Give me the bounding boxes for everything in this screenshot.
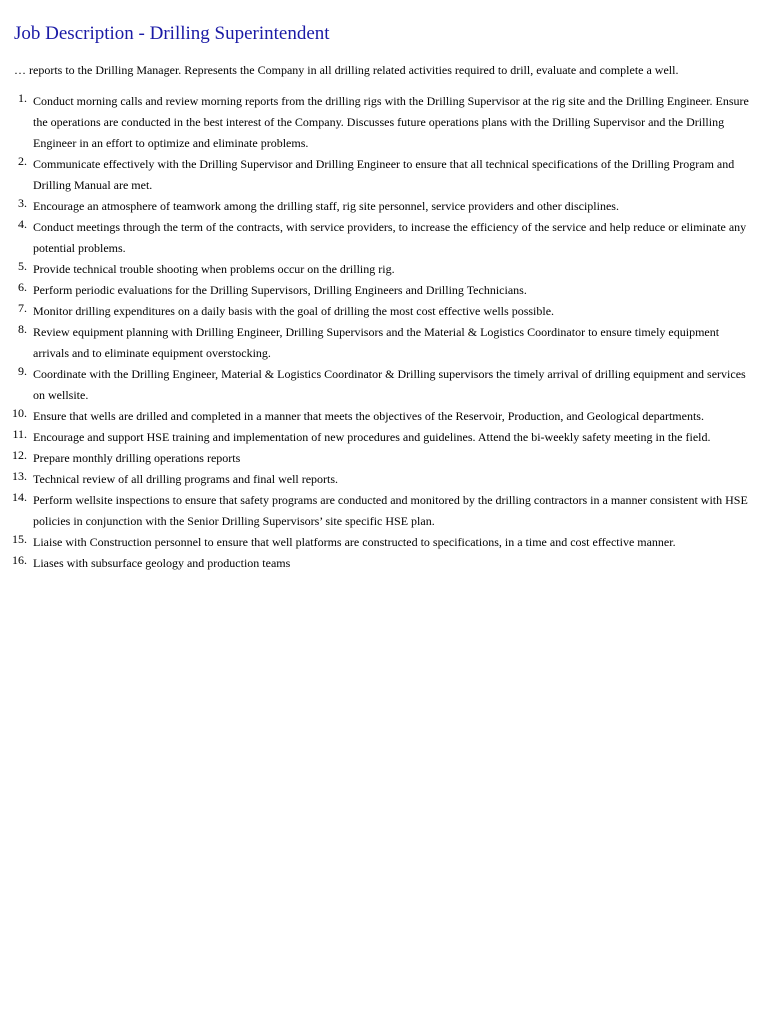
list-item-text: Conduct meetings through the term of the contracts, with service providers, to increase the efficiency of the service and help reduce or eliminate any potential problems. xyxy=(33,220,747,255)
document-intro: … reports to the Drilling Manager. Represents the Company in all drilling related activities required to drill, evaluate and complete a well. xyxy=(14,63,679,77)
list-item-number: 16. xyxy=(12,553,27,567)
list-item-number: 7. xyxy=(18,301,27,315)
list-item-text: Provide technical trouble shooting when problems occur on the drilling rig. xyxy=(33,262,395,276)
list-item-number: 5. xyxy=(18,259,27,273)
list-item xyxy=(0,532,768,553)
list-item-text: Coordinate with the Drilling Engineer, Material & Logistics Coordinator & Drilling supervisors the timely arrival of drilling equipment and services on wellsite. xyxy=(33,367,746,402)
list-item xyxy=(0,217,768,259)
list-item-text: Encourage and support HSE training and implementation of new procedures and guidelines. Attend the bi-weekly safety meeting in the field. xyxy=(33,430,711,444)
list-item-number: 9. xyxy=(18,364,27,378)
list-item-number: 6. xyxy=(18,280,27,294)
list-item-text: Technical review of all drilling programs and final well reports. xyxy=(33,472,339,486)
list-item-number: 11. xyxy=(12,427,27,441)
list-item-text: Conduct morning calls and review morning reports from the drilling rigs with the Drilling Supervisor at the rig site and the Drilling Engineer. Ensure the operations are conducted in the best interest of the Company. Discusses future operations plans with the Drilling Supervisor and the Drilling Engineer in an effort to optimize and eliminate problems. xyxy=(33,94,749,150)
list-item xyxy=(0,301,768,322)
list-item-text: Communicate effectively with the Drilling Supervisor and Drilling Engineer to ensure that all technical specifications of the Drilling Program and Drilling Manual are met. xyxy=(33,157,735,192)
list-item xyxy=(0,322,768,364)
list-item-number: 12. xyxy=(12,448,27,462)
document-title: Job Description - Drilling Superintendent xyxy=(14,23,330,44)
list-item-text: Liaise with Construction personnel to ensure that well platforms are constructed to specifications, in a time and cost effective manner. xyxy=(33,535,676,549)
list-item-number: 8. xyxy=(18,322,27,336)
list-item-number: 15. xyxy=(12,532,27,546)
list-item-text: Liases with subsurface geology and production teams xyxy=(33,556,291,570)
list-item-number: 2. xyxy=(18,154,27,168)
list-item xyxy=(0,364,768,406)
list-item-text: Review equipment planning with Drilling Engineer, Drilling Supervisors and the Material & Logistics Coordinator to ensure timely equipment arrivals and to eliminate equipment overstocking. xyxy=(33,325,720,360)
list-item-text: Encourage an atmosphere of teamwork among the drilling staff, rig site personnel, service providers and other disciplines. xyxy=(33,199,619,213)
list-item-number: 14. xyxy=(12,490,27,504)
list-item xyxy=(0,154,768,196)
list-item-text: Perform periodic evaluations for the Drilling Supervisors, Drilling Engineers and Drilling Technicians. xyxy=(33,283,527,297)
list-item xyxy=(0,280,768,301)
list-item xyxy=(0,259,768,280)
list-item-text: Ensure that wells are drilled and completed in a manner that meets the objectives of the Reservoir, Production, and Geological departments. xyxy=(33,409,704,423)
list-item-text: Perform wellsite inspections to ensure that safety programs are conducted and monitored by the drilling contractors in a manner consistent with HSE policies in conjunction with the Senior Drilling Supervisors’ site specific HSE plan. xyxy=(33,493,748,528)
list-item-number: 4. xyxy=(18,217,27,231)
list-item-number: 13. xyxy=(12,469,27,483)
list-item-number: 1. xyxy=(18,91,27,105)
list-item xyxy=(0,427,768,448)
list-item xyxy=(0,553,768,574)
list-item xyxy=(0,406,768,427)
list-item xyxy=(0,91,768,154)
list-item xyxy=(0,469,768,490)
responsibilities-list xyxy=(0,91,768,574)
list-item-number: 10. xyxy=(12,406,27,420)
list-item xyxy=(0,490,768,532)
list-item-text: Monitor drilling expenditures on a daily basis with the goal of drilling the most cost effective wells possible. xyxy=(33,304,555,318)
list-item xyxy=(0,448,768,469)
list-item-text: Prepare monthly drilling operations reports xyxy=(33,451,241,465)
list-item xyxy=(0,196,768,217)
list-item-number: 3. xyxy=(18,196,27,210)
